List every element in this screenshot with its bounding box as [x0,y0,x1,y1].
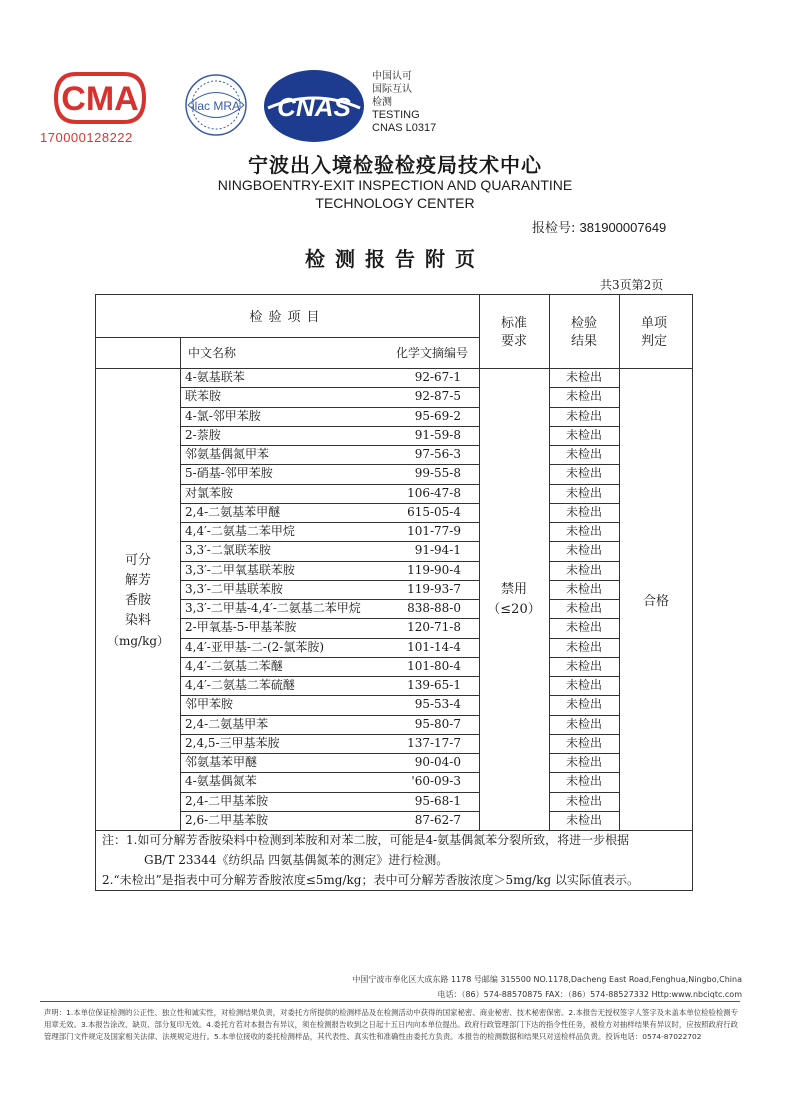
header-result: 检验结果 [570,316,597,349]
row-divider [549,580,619,581]
header-standard: 标准要求 [500,316,527,349]
cas-number: 838-88-0 [407,601,461,615]
result-value: 未检出 [565,485,602,500]
row-divider [180,695,479,696]
address-line: 中国宁波市奉化区大成东路 1178 号邮编 315500 NO.1178,Dacheng East Road,Fenghua,Ningbo,China [352,975,742,984]
row-divider [549,715,619,716]
group-label-line: （mg/kg） [106,634,170,648]
contact-line: 电话：（86）574-88570875 FAX：（86）574-88527332 Http:www.nbciqtc.com [437,990,742,999]
footer-disclaimer: 声明：1.本单位保证检测的公正性、独立性和诚实性，对检测结果负责，对委托方所提供的检测样品及在检测活动中获得的国家秘密、商业秘密、技术秘密保密。2.本报告无授权签字人签字及未盖本单位检验检测专用章无效。3.本报告涂改、缺页、部分复印无效。4.委托方若对本报告有异议，须在检测报告收到之日起十五日内向本单位提出。政府行政管理部门下达的指令性任务，被检方对抽样结果有异议时，应按照政府行政管理部门文件规定及国家相关法律、法规规定进行。5.本单位接收的委托检测样品，其代表性、真实性和准确性由委托方负责。本报告的检测数据和结果只对送检样品负责。投诉电话：0574-87022702 [44,1008,739,1041]
svg-text:CNAS: CNAS [277,92,351,122]
cas-number: 615-05-4 [407,504,461,519]
compound-name: 对氯苯胺 [185,485,234,500]
row-divider [549,734,619,735]
result-value: 未检出 [565,678,602,692]
compound-name: 3,3′-二甲基-4,4′-二氨基二苯甲烷 [185,601,361,615]
note-line: 注：1.如可分解芳香胺染料中检测到苯胺和对苯二胺，可能是4-氨基偶氮苯分裂所致，将进一步根据 [102,833,630,847]
cas-number: 119-90-4 [407,562,461,577]
row-divider [549,426,619,427]
cas-number: 97-56-3 [414,447,461,461]
result-value: 未检出 [565,562,602,577]
cnas-line: CNAS L0317 [372,122,437,134]
document-title: 检测报告附页 [305,247,485,271]
group-label [96,551,180,651]
compound-name: 3,3′-二甲氧基联苯胺 [185,562,295,577]
cnas-line: TESTING [372,109,420,121]
compound-name: 4,4′-二氨基二苯醚 [185,658,283,673]
row-divider [549,618,619,619]
cma-logo [52,66,148,130]
row-divider [180,753,479,754]
cas-number: 95-80-7 [414,716,461,731]
result-value: 未检出 [565,755,602,769]
result-value: 未检出 [565,504,602,519]
header-cn-name: 中文名称 [188,346,237,360]
result-value: 未检出 [565,812,602,827]
svg-text:ilac MRA: ilac MRA [191,99,241,113]
footer-address [352,972,742,1002]
org-name-cn: 宁波出入境检验检疫局技术中心 [248,153,542,177]
cas-number: 90-04-0 [414,755,461,769]
row-divider [180,734,479,735]
cas-number: 95-68-1 [414,793,461,808]
row-divider [549,772,619,773]
footer-divider [40,1001,740,1002]
row-divider [549,541,619,542]
compound-name: 4,4′-亚甲基-二-(2-氯苯胺) [185,639,325,654]
column-divider [180,337,181,368]
row-divider [549,638,619,639]
group-label-line: 香胺 [124,593,151,608]
standard-value-line: 禁用 [500,582,527,597]
cas-number: 101-14-4 [407,639,461,654]
cas-number: 92-87-5 [414,389,461,404]
row-divider [180,676,479,677]
compound-name: 4-氯-邻甲苯胺 [185,408,261,423]
compound-name: 3,3′-二甲基联苯胺 [185,581,283,596]
cas-number: 99-55-8 [414,466,461,481]
compound-name: 2-甲氧基-5-甲基苯胺 [185,620,297,635]
cas-number: 101-80-4 [407,658,461,673]
column-divider [180,368,181,830]
row-divider [549,599,619,600]
row-divider [549,503,619,504]
row-divider [549,695,619,696]
result-value: 未检出 [565,427,602,442]
cas-number: 119-93-7 [407,581,461,596]
result-value: 未检出 [565,774,602,789]
row-divider [549,676,619,677]
row-divider [180,426,479,427]
result-value: 未检出 [565,524,602,538]
row-divider [549,522,619,523]
group-label-line: 可分 [124,553,151,568]
report-number [532,217,666,236]
compound-name: 4,4′-二氨基二苯硫醚 [185,678,295,692]
header-cas-no: 化学文摘编号 [396,346,469,360]
row-divider [180,387,479,388]
cas-number: 106-47-8 [407,485,461,500]
row-divider [549,561,619,562]
row-divider [549,657,619,658]
org-name-en-line2: TECHNOLOGY CENTER [315,195,475,211]
svg-text:CMA: CMA [61,80,139,118]
row-divider [180,715,479,716]
result-value: 未检出 [565,697,602,712]
compound-name: 3,3′-二氯联苯胺 [185,543,271,558]
header-judgement: 单项判定 [640,316,667,349]
result-value: 未检出 [565,581,602,596]
header-test-item: 检验项目 [249,310,326,325]
row-divider [549,811,619,812]
cnas-line: 检测 [372,97,392,108]
cas-number: '60-09-3 [411,774,461,789]
row-divider [180,541,479,542]
ilac-mra-logo [176,70,256,140]
result-value: 未检出 [565,466,602,481]
judgement-value: 合格 [642,594,669,609]
page-info: 共3页第2页 [600,278,664,292]
note-line: GB/T 23344《纺织品 四氨基偶氮苯的测定》进行检测。 [144,853,449,867]
group-label-line: 解芳 [124,573,151,588]
result-value: 未检出 [565,601,602,615]
cas-number: 92-67-1 [414,370,461,384]
result-value: 未检出 [565,658,602,673]
compound-name: 4-氨基联苯 [185,370,245,384]
row-divider [549,464,619,465]
result-value: 未检出 [565,543,602,558]
row-divider [180,772,479,773]
cas-number: 87-62-7 [414,812,461,827]
compound-name: 5-硝基-邻甲苯胺 [185,466,273,481]
row-divider [549,387,619,388]
compound-name: 联苯胺 [185,389,222,404]
compound-name: 2,4,5-三甲基苯胺 [185,735,280,750]
row-divider [180,561,479,562]
compound-name: 邻甲苯胺 [185,697,234,712]
row-divider [180,599,479,600]
result-value: 未检出 [565,389,602,404]
cnas-accreditation-text [372,70,436,135]
row-divider [180,464,479,465]
row-divider [180,484,479,485]
row-divider [549,484,619,485]
row-divider [180,618,479,619]
compound-name: 2,4-二甲基苯胺 [185,793,269,808]
cas-number: 91-94-1 [414,543,461,558]
row-divider [180,503,479,504]
result-value: 未检出 [565,370,602,384]
row-divider [549,792,619,793]
row-divider [180,792,479,793]
org-name-en-line1: NINGBOENTRY-EXIT INSPECTION AND QUARANTINE [217,177,573,193]
cas-number: 139-65-1 [407,678,461,692]
row-divider [549,407,619,408]
cas-number: 137-17-7 [407,735,461,750]
result-value: 未检出 [565,793,602,808]
note-line: 2.“未检出”是指表中可分解芳香胺浓度≤5mg/kg；表中可分解芳香胺浓度＞5mg/kg 以实际值表示。 [102,873,639,887]
cas-number: 95-69-2 [414,408,461,423]
cas-number: 120-71-8 [407,620,461,635]
cas-number: 101-77-9 [407,524,461,538]
row-divider [549,445,619,446]
cnas-line: 国际互认 [372,84,412,95]
result-value: 未检出 [565,716,602,731]
table-notes [102,830,639,890]
standard-value-line: （≤20） [487,602,541,617]
result-value: 未检出 [565,408,602,423]
result-value: 未检出 [565,639,602,654]
compound-name: 4-氨基偶氮苯 [185,774,257,789]
standard-value [479,580,549,620]
cma-code: 170000128222 [40,130,133,145]
row-divider [180,638,479,639]
cnas-logo [262,68,366,144]
compound-name: 2,4-二氨基苯甲醚 [185,504,281,519]
result-value: 未检出 [565,620,602,635]
watermark [594,62,611,76]
cnas-line: 中国认可 [372,71,412,82]
test-result-table [95,294,693,891]
compound-name: 2-萘胺 [185,427,221,442]
compound-name: 4,4′-二氨基二苯甲烷 [185,524,295,538]
row-divider [549,753,619,754]
row-divider [180,811,479,812]
result-value: 未检出 [565,447,602,461]
cas-number: 95-53-4 [414,697,461,712]
result-value: 未检出 [565,735,602,750]
group-label-line: 染料 [124,613,151,628]
cas-number: 91-59-8 [414,427,461,442]
compound-name: 邻氨基偶氮甲苯 [185,447,270,461]
row-divider [180,580,479,581]
report-number-value: 381900007649 [579,220,667,235]
compound-name: 2,4-二氨基甲苯 [185,716,269,731]
row-divider [180,445,479,446]
compound-name: 2,6-二甲基苯胺 [185,812,269,827]
row-divider [180,522,479,523]
report-number-label: 报检号: [532,221,576,236]
row-divider [180,657,479,658]
compound-name: 邻氨基苯甲醚 [185,755,258,769]
row-divider [180,407,479,408]
